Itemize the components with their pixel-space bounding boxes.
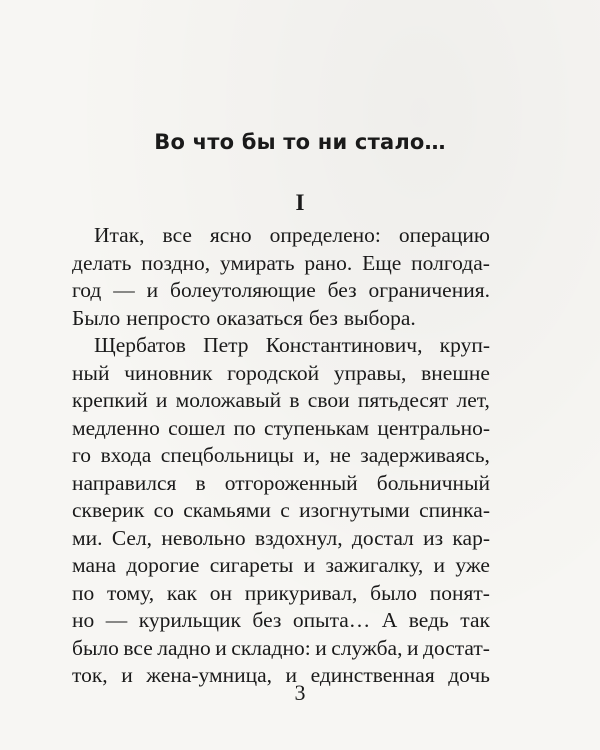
text-line: Итак, все ясно определено: операцию [94, 223, 490, 247]
text-line: ми. Сел, невольно вздохнул, достал из кар- [72, 525, 490, 550]
text-line: направился в отгороженный больничный [72, 470, 490, 495]
chapter-number: I [295, 190, 305, 215]
story-title: Во что бы то ни стало… [154, 130, 446, 154]
text-line: мана дорогие сигареты и зажигалку, и уже [72, 553, 490, 577]
text-line: но — курильщик без опыта… А ведь так [72, 608, 490, 632]
text-line: ный чиновник городской управы, внешне [72, 360, 490, 385]
text-line: крепкий и моложавый в свои пятьдесят лет, [72, 388, 490, 412]
text-line: по тому, как он прикуривал, было понят- [72, 580, 490, 605]
body-text [72, 222, 490, 690]
text-line: медленно сошел по ступенькам центрально- [72, 415, 490, 440]
text-line: делать поздно, умирать рано. Еще полгода- [72, 250, 490, 275]
text-line: Было непросто оказаться без выбора. [72, 305, 416, 330]
text-line: год — и болеутоляющие без ограничения. [72, 278, 490, 302]
text-line: Щербатов Петр Константинович, круп- [94, 333, 490, 357]
text-line: скверик со скамьями с изогнутыми спинка- [72, 498, 490, 522]
text-line: го входа спецбольницы и, не задерживаясь, [72, 443, 490, 467]
text-line: было все ладно и складно: и служба, и достат- [72, 635, 490, 660]
text-line: ток, и жена-умница, и единственная дочь [72, 663, 490, 687]
page-number: 3 [294, 680, 306, 705]
